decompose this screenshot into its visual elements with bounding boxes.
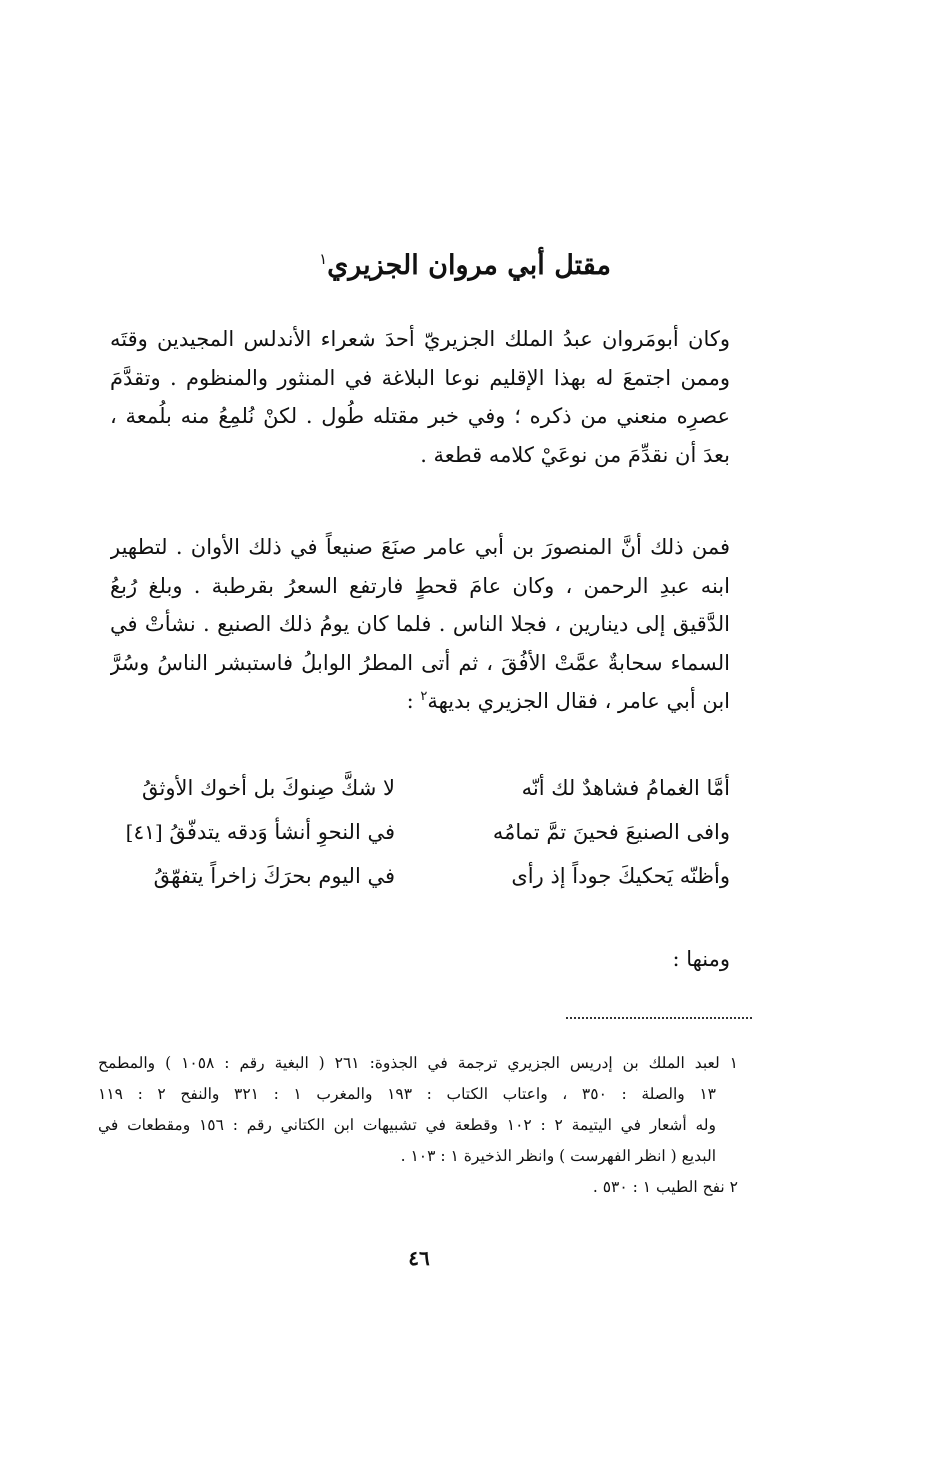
paragraph-line: بعدَ أن نقدِّمَ من نوعَيْ كلامه قطعة . [420,442,730,467]
verse-first-hemistich: وافى الصنيعَ فحينَ تمَّ تمامُه [492,820,730,844]
footnote-divider [566,1017,752,1019]
footnote-line: ١ لعبد الملك بن إدريس الجزيري ترجمة في الجذوة: ٢٦١ ( البغية رقم : ١٠٥٨ ) والمطمح [98,1054,738,1072]
footnotes [98,1048,738,1203]
footnote-line: ٢ نفح الطيب ١ : ٥٣٠ . [592,1178,738,1196]
verse-second-hemistich [95,766,395,810]
chapter-title [200,236,730,289]
verse-second-text: لا شكَّ صِنوكَ بل أخوك الأوثقُ [141,776,395,800]
story-footnote-ref: ٢ [420,689,428,704]
paragraph-intro [110,320,730,474]
paragraph-line: وكان أبومَروان عبدُ الملك الجزيريّ أحدَ شعراء الأندلس المجيدين وقتَه [110,327,730,351]
poem-verse [110,766,730,810]
footnote-line: ١٣ والصلة : ٣٥٠ ، واعتاب الكتاب : ١٩٣ والمغرب ١ : ٣٢١ والنفح ٢ : ١١٩ [98,1085,716,1103]
poem-verse [110,810,730,854]
page-number: ٤٦ [408,1246,430,1270]
poem [110,766,730,898]
verse-second-text: في النحوِ أنشأ وَدقه يتدفّقُ [169,820,395,844]
paragraph-line: ابنه عبدِ الرحمن ، وكان عامَ قحطٍ فارتفع السعرُ بقرطبة . وبلغ رُبعُ [110,573,730,598]
paragraph-line-text: ابن أبي عامر ، فقال الجزيري بديهة [427,689,730,713]
paragraph-line: الدَّقيق إلى دينارين ، فجلا الناس . فلما كان يومُ ذلك الصنيع . نشأتْ في [110,612,730,636]
footnote-line: البديع ( انظر الفهرست ) وانظر الذخيرة ١ : ١٠٣ . [400,1147,716,1165]
verse-first-hemistich: أمَّا الغمامُ فشاهدٌ لك أنّه [521,776,730,800]
verse-second-text: في اليوم بحرَكَ زاخراً يتفهّقُ [153,864,395,888]
footnote-line: وله أشعار في اليتيمة ٢ : ١٠٢ وقطعة في تشبيهات ابن الكتاني رقم : ١٥٦ ومقطعات في [98,1116,716,1134]
poem-verse [110,854,730,898]
minha-line: ومنها : [672,947,730,971]
paragraph-line: وممن اجتمعَ له بهذا الإقليم نوعا البلاغة في المنثور والمنظوم . وتقدَّمَ [110,365,730,390]
title-footnote-ref: ١ [319,250,328,268]
paragraph-line: السماء سحابةٌ عمَّتْ الأفُقَ ، ثم أتى المطرُ الوابلُ فاستبشر الناسُ وسُرَّ [110,650,730,675]
source-page-marker: [٤١] [125,820,163,844]
paragraph-story [110,528,730,721]
paragraph-line: عصرِه منعني من ذكره ؛ وفي خبر مقتله طُول . لكنْ نُلمِعُ منه بلُمعة ، [110,404,730,428]
verse-first-hemistich: وأظنّه يَحكيكَ جوداً إذ رأى [511,864,730,888]
paragraph-line-final [110,682,730,721]
paragraph-line: فمن ذلك أنَّ المنصورَ بن أبي عامر صنَعَ صنيعاً في ذلك الأوان . لتطهير [110,535,730,559]
verse-second-hemistich [95,810,395,854]
paragraph-colon: : [406,689,421,713]
chapter-title-text: مقتل أبي مروان الجزيري [327,250,611,281]
verse-second-hemistich [95,854,395,898]
